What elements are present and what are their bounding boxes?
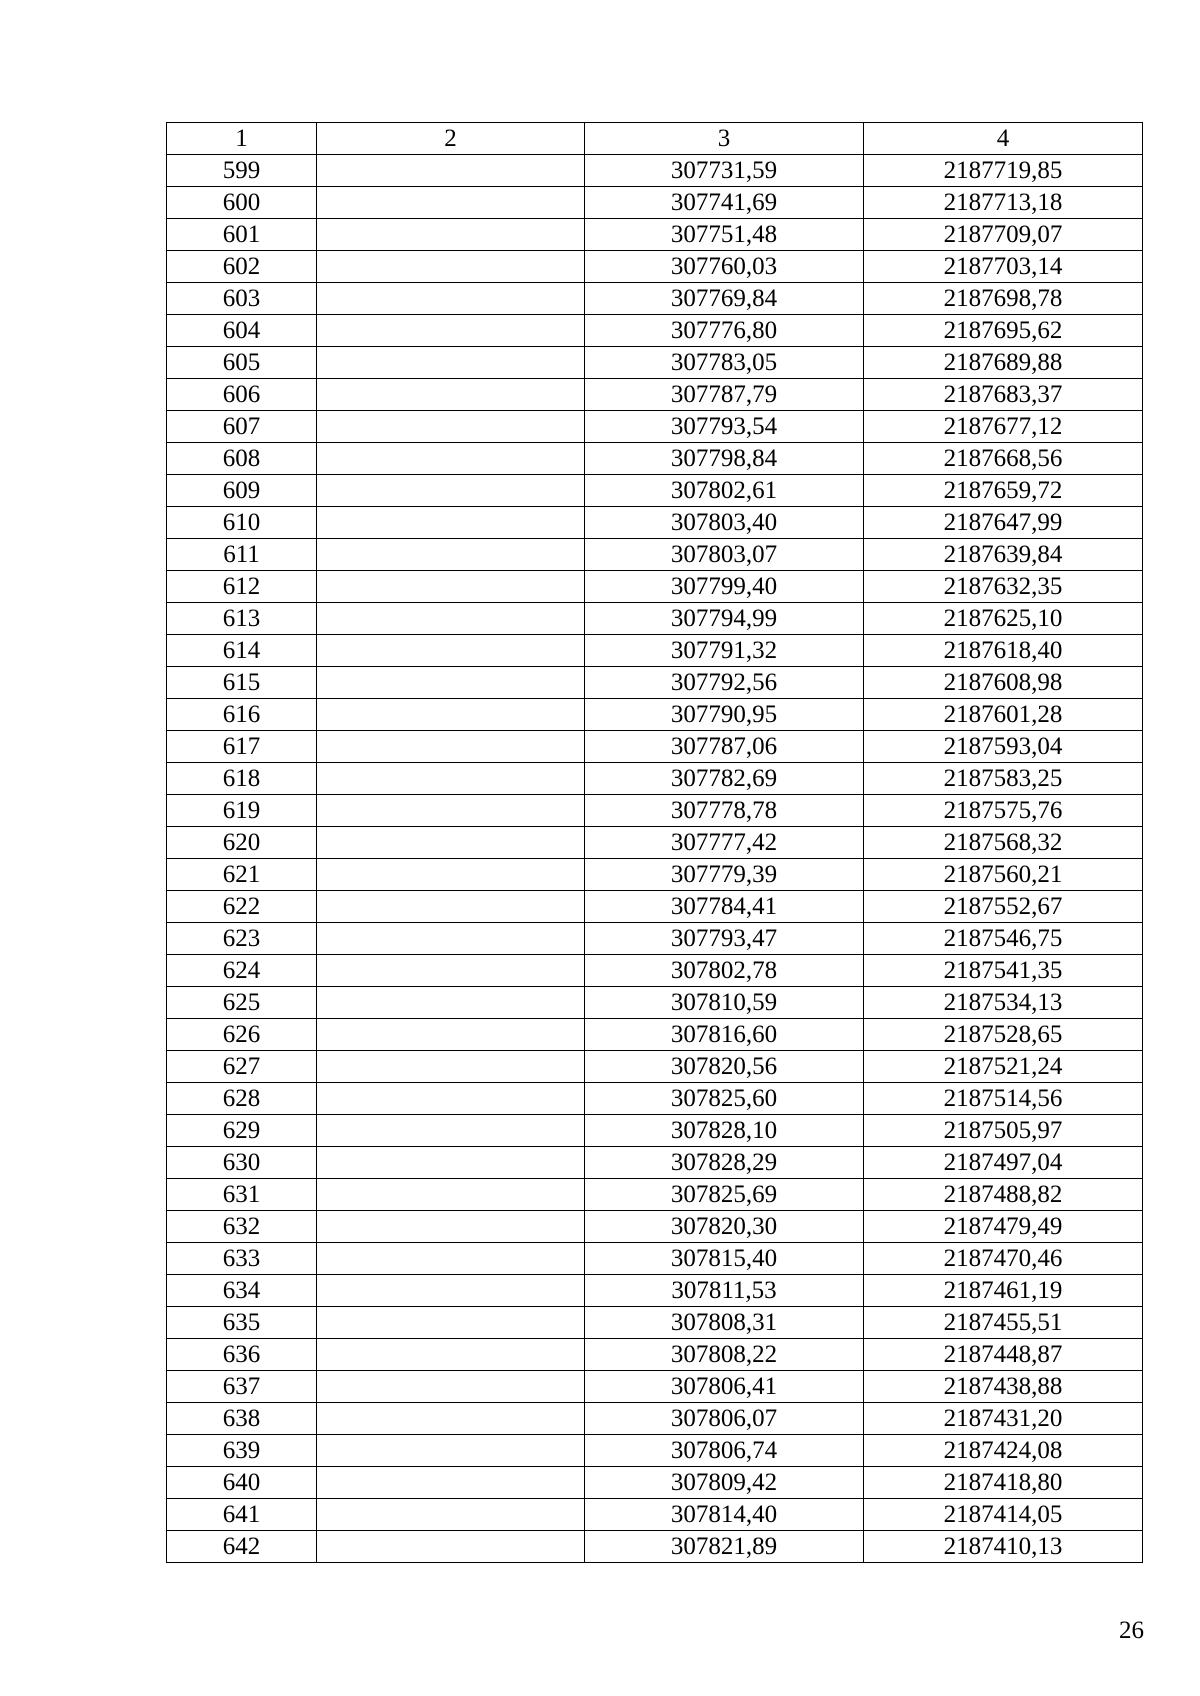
y-coordinate-cell: 2187659,72 bbox=[864, 475, 1143, 507]
y-coordinate-cell: 2187521,24 bbox=[864, 1051, 1143, 1083]
y-coordinate-cell: 2187431,20 bbox=[864, 1403, 1143, 1435]
x-coordinate-cell: 307778,78 bbox=[585, 795, 864, 827]
description-cell bbox=[317, 347, 585, 379]
table-row bbox=[167, 763, 1143, 795]
table-row bbox=[167, 1051, 1143, 1083]
table-header-row bbox=[167, 123, 1143, 155]
description-cell bbox=[317, 411, 585, 443]
point-number-cell: 622 bbox=[167, 891, 317, 923]
table-row bbox=[167, 635, 1143, 667]
y-coordinate-cell: 2187438,88 bbox=[864, 1371, 1143, 1403]
point-number-cell: 599 bbox=[167, 155, 317, 187]
x-coordinate-cell: 307769,84 bbox=[585, 283, 864, 315]
description-cell bbox=[317, 955, 585, 987]
table-row bbox=[167, 283, 1143, 315]
point-number-cell: 609 bbox=[167, 475, 317, 507]
description-cell bbox=[317, 987, 585, 1019]
y-coordinate-cell: 2187541,35 bbox=[864, 955, 1143, 987]
x-coordinate-cell: 307783,05 bbox=[585, 347, 864, 379]
description-cell bbox=[317, 315, 585, 347]
y-coordinate-cell: 2187505,97 bbox=[864, 1115, 1143, 1147]
x-coordinate-cell: 307806,41 bbox=[585, 1371, 864, 1403]
x-coordinate-cell: 307806,74 bbox=[585, 1435, 864, 1467]
description-cell bbox=[317, 859, 585, 891]
point-number-cell: 611 bbox=[167, 539, 317, 571]
table-row bbox=[167, 1275, 1143, 1307]
description-cell bbox=[317, 443, 585, 475]
description-cell bbox=[317, 1179, 585, 1211]
description-cell bbox=[317, 1499, 585, 1531]
description-cell bbox=[317, 1467, 585, 1499]
y-coordinate-cell: 2187583,25 bbox=[864, 763, 1143, 795]
x-coordinate-cell: 307803,40 bbox=[585, 507, 864, 539]
description-cell bbox=[317, 1051, 585, 1083]
table-row bbox=[167, 891, 1143, 923]
x-coordinate-cell: 307798,84 bbox=[585, 443, 864, 475]
y-coordinate-cell: 2187497,04 bbox=[864, 1147, 1143, 1179]
y-coordinate-cell: 2187546,75 bbox=[864, 923, 1143, 955]
point-number-cell: 616 bbox=[167, 699, 317, 731]
point-number-cell: 608 bbox=[167, 443, 317, 475]
point-number-cell: 642 bbox=[167, 1531, 317, 1563]
x-coordinate-cell: 307821,89 bbox=[585, 1531, 864, 1563]
table-row bbox=[167, 475, 1143, 507]
point-number-cell: 624 bbox=[167, 955, 317, 987]
y-coordinate-cell: 2187568,32 bbox=[864, 827, 1143, 859]
x-coordinate-cell: 307741,69 bbox=[585, 187, 864, 219]
x-coordinate-cell: 307794,99 bbox=[585, 603, 864, 635]
description-cell bbox=[317, 219, 585, 251]
header-col-1: 1 bbox=[167, 123, 317, 155]
x-coordinate-cell: 307799,40 bbox=[585, 571, 864, 603]
point-number-cell: 637 bbox=[167, 1371, 317, 1403]
point-number-cell: 612 bbox=[167, 571, 317, 603]
point-number-cell: 619 bbox=[167, 795, 317, 827]
y-coordinate-cell: 2187528,65 bbox=[864, 1019, 1143, 1051]
point-number-cell: 633 bbox=[167, 1243, 317, 1275]
y-coordinate-cell: 2187618,40 bbox=[864, 635, 1143, 667]
table-row bbox=[167, 1243, 1143, 1275]
table-row bbox=[167, 1307, 1143, 1339]
y-coordinate-cell: 2187455,51 bbox=[864, 1307, 1143, 1339]
point-number-cell: 606 bbox=[167, 379, 317, 411]
x-coordinate-cell: 307814,40 bbox=[585, 1499, 864, 1531]
description-cell bbox=[317, 1307, 585, 1339]
point-number-cell: 613 bbox=[167, 603, 317, 635]
x-coordinate-cell: 307828,10 bbox=[585, 1115, 864, 1147]
y-coordinate-cell: 2187608,98 bbox=[864, 667, 1143, 699]
x-coordinate-cell: 307825,69 bbox=[585, 1179, 864, 1211]
x-coordinate-cell: 307802,61 bbox=[585, 475, 864, 507]
table-row bbox=[167, 1467, 1143, 1499]
description-cell bbox=[317, 1403, 585, 1435]
point-number-cell: 603 bbox=[167, 283, 317, 315]
table-row bbox=[167, 507, 1143, 539]
y-coordinate-cell: 2187514,56 bbox=[864, 1083, 1143, 1115]
y-coordinate-cell: 2187575,76 bbox=[864, 795, 1143, 827]
description-cell bbox=[317, 1371, 585, 1403]
description-cell bbox=[317, 155, 585, 187]
description-cell bbox=[317, 1083, 585, 1115]
y-coordinate-cell: 2187677,12 bbox=[864, 411, 1143, 443]
y-coordinate-cell: 2187424,08 bbox=[864, 1435, 1143, 1467]
table-row bbox=[167, 315, 1143, 347]
table-row bbox=[167, 859, 1143, 891]
point-number-cell: 621 bbox=[167, 859, 317, 891]
header-col-2: 2 bbox=[317, 123, 585, 155]
y-coordinate-cell: 2187668,56 bbox=[864, 443, 1143, 475]
point-number-cell: 600 bbox=[167, 187, 317, 219]
y-coordinate-cell: 2187639,84 bbox=[864, 539, 1143, 571]
point-number-cell: 638 bbox=[167, 1403, 317, 1435]
table-body bbox=[167, 155, 1143, 1563]
x-coordinate-cell: 307731,59 bbox=[585, 155, 864, 187]
table-row bbox=[167, 603, 1143, 635]
point-number-cell: 623 bbox=[167, 923, 317, 955]
x-coordinate-cell: 307760,03 bbox=[585, 251, 864, 283]
point-number-cell: 634 bbox=[167, 1275, 317, 1307]
point-number-cell: 601 bbox=[167, 219, 317, 251]
x-coordinate-cell: 307751,48 bbox=[585, 219, 864, 251]
x-coordinate-cell: 307792,56 bbox=[585, 667, 864, 699]
point-number-cell: 610 bbox=[167, 507, 317, 539]
table-row bbox=[167, 187, 1143, 219]
y-coordinate-cell: 2187470,46 bbox=[864, 1243, 1143, 1275]
description-cell bbox=[317, 731, 585, 763]
table-row bbox=[167, 667, 1143, 699]
x-coordinate-cell: 307802,78 bbox=[585, 955, 864, 987]
y-coordinate-cell: 2187703,14 bbox=[864, 251, 1143, 283]
y-coordinate-cell: 2187414,05 bbox=[864, 1499, 1143, 1531]
y-coordinate-cell: 2187709,07 bbox=[864, 219, 1143, 251]
description-cell bbox=[317, 923, 585, 955]
x-coordinate-cell: 307793,54 bbox=[585, 411, 864, 443]
description-cell bbox=[317, 187, 585, 219]
description-cell bbox=[317, 1147, 585, 1179]
description-cell bbox=[317, 795, 585, 827]
table-row bbox=[167, 155, 1143, 187]
description-cell bbox=[317, 603, 585, 635]
point-number-cell: 630 bbox=[167, 1147, 317, 1179]
table-row bbox=[167, 1115, 1143, 1147]
table-row bbox=[167, 987, 1143, 1019]
table-row bbox=[167, 795, 1143, 827]
x-coordinate-cell: 307811,53 bbox=[585, 1275, 864, 1307]
table-row bbox=[167, 827, 1143, 859]
x-coordinate-cell: 307777,42 bbox=[585, 827, 864, 859]
x-coordinate-cell: 307779,39 bbox=[585, 859, 864, 891]
point-number-cell: 607 bbox=[167, 411, 317, 443]
point-number-cell: 620 bbox=[167, 827, 317, 859]
point-number-cell: 615 bbox=[167, 667, 317, 699]
x-coordinate-cell: 307808,31 bbox=[585, 1307, 864, 1339]
x-coordinate-cell: 307810,59 bbox=[585, 987, 864, 1019]
description-cell bbox=[317, 891, 585, 923]
y-coordinate-cell: 2187632,35 bbox=[864, 571, 1143, 603]
y-coordinate-cell: 2187713,18 bbox=[864, 187, 1143, 219]
x-coordinate-cell: 307791,32 bbox=[585, 635, 864, 667]
description-cell bbox=[317, 1435, 585, 1467]
x-coordinate-cell: 307809,42 bbox=[585, 1467, 864, 1499]
y-coordinate-cell: 2187479,49 bbox=[864, 1211, 1143, 1243]
point-number-cell: 635 bbox=[167, 1307, 317, 1339]
description-cell bbox=[317, 1243, 585, 1275]
description-cell bbox=[317, 283, 585, 315]
point-number-cell: 602 bbox=[167, 251, 317, 283]
description-cell bbox=[317, 1019, 585, 1051]
description-cell bbox=[317, 539, 585, 571]
y-coordinate-cell: 2187448,87 bbox=[864, 1339, 1143, 1371]
description-cell bbox=[317, 507, 585, 539]
description-cell bbox=[317, 1531, 585, 1563]
y-coordinate-cell: 2187647,99 bbox=[864, 507, 1143, 539]
point-number-cell: 627 bbox=[167, 1051, 317, 1083]
point-number-cell: 604 bbox=[167, 315, 317, 347]
table-row bbox=[167, 1179, 1143, 1211]
table-row bbox=[167, 1531, 1143, 1563]
x-coordinate-cell: 307782,69 bbox=[585, 763, 864, 795]
y-coordinate-cell: 2187560,21 bbox=[864, 859, 1143, 891]
table-row bbox=[167, 1339, 1143, 1371]
description-cell bbox=[317, 475, 585, 507]
x-coordinate-cell: 307816,60 bbox=[585, 1019, 864, 1051]
header-col-3: 3 bbox=[585, 123, 864, 155]
x-coordinate-cell: 307825,60 bbox=[585, 1083, 864, 1115]
x-coordinate-cell: 307787,79 bbox=[585, 379, 864, 411]
y-coordinate-cell: 2187534,13 bbox=[864, 987, 1143, 1019]
description-cell bbox=[317, 763, 585, 795]
y-coordinate-cell: 2187689,88 bbox=[864, 347, 1143, 379]
point-number-cell: 617 bbox=[167, 731, 317, 763]
y-coordinate-cell: 2187593,04 bbox=[864, 731, 1143, 763]
point-number-cell: 639 bbox=[167, 1435, 317, 1467]
x-coordinate-cell: 307803,07 bbox=[585, 539, 864, 571]
point-number-cell: 614 bbox=[167, 635, 317, 667]
point-number-cell: 631 bbox=[167, 1179, 317, 1211]
table-row bbox=[167, 1403, 1143, 1435]
point-number-cell: 625 bbox=[167, 987, 317, 1019]
table-row bbox=[167, 539, 1143, 571]
point-number-cell: 640 bbox=[167, 1467, 317, 1499]
x-coordinate-cell: 307790,95 bbox=[585, 699, 864, 731]
y-coordinate-cell: 2187552,67 bbox=[864, 891, 1143, 923]
description-cell bbox=[317, 1275, 585, 1307]
table-row bbox=[167, 571, 1143, 603]
table-row bbox=[167, 923, 1143, 955]
table-row bbox=[167, 219, 1143, 251]
table-row bbox=[167, 1211, 1143, 1243]
y-coordinate-cell: 2187695,62 bbox=[864, 315, 1143, 347]
point-number-cell: 632 bbox=[167, 1211, 317, 1243]
table-row bbox=[167, 1147, 1143, 1179]
y-coordinate-cell: 2187683,37 bbox=[864, 379, 1143, 411]
x-coordinate-cell: 307784,41 bbox=[585, 891, 864, 923]
table-row bbox=[167, 955, 1143, 987]
table-row bbox=[167, 1499, 1143, 1531]
description-cell bbox=[317, 251, 585, 283]
description-cell bbox=[317, 699, 585, 731]
point-number-cell: 626 bbox=[167, 1019, 317, 1051]
x-coordinate-cell: 307808,22 bbox=[585, 1339, 864, 1371]
description-cell bbox=[317, 571, 585, 603]
x-coordinate-cell: 307806,07 bbox=[585, 1403, 864, 1435]
table-row bbox=[167, 1083, 1143, 1115]
point-number-cell: 605 bbox=[167, 347, 317, 379]
point-number-cell: 618 bbox=[167, 763, 317, 795]
point-number-cell: 641 bbox=[167, 1499, 317, 1531]
x-coordinate-cell: 307793,47 bbox=[585, 923, 864, 955]
y-coordinate-cell: 2187698,78 bbox=[864, 283, 1143, 315]
page-number: 26 bbox=[1119, 1617, 1144, 1644]
description-cell bbox=[317, 635, 585, 667]
table-row bbox=[167, 1019, 1143, 1051]
y-coordinate-cell: 2187488,82 bbox=[864, 1179, 1143, 1211]
description-cell bbox=[317, 1211, 585, 1243]
table-row bbox=[167, 251, 1143, 283]
description-cell bbox=[317, 1115, 585, 1147]
table-row bbox=[167, 379, 1143, 411]
x-coordinate-cell: 307820,56 bbox=[585, 1051, 864, 1083]
coordinates-table bbox=[166, 122, 1143, 1563]
x-coordinate-cell: 307815,40 bbox=[585, 1243, 864, 1275]
y-coordinate-cell: 2187461,19 bbox=[864, 1275, 1143, 1307]
table-row bbox=[167, 1371, 1143, 1403]
description-cell bbox=[317, 1339, 585, 1371]
point-number-cell: 636 bbox=[167, 1339, 317, 1371]
table-row bbox=[167, 731, 1143, 763]
x-coordinate-cell: 307787,06 bbox=[585, 731, 864, 763]
y-coordinate-cell: 2187410,13 bbox=[864, 1531, 1143, 1563]
x-coordinate-cell: 307776,80 bbox=[585, 315, 864, 347]
x-coordinate-cell: 307820,30 bbox=[585, 1211, 864, 1243]
table-row bbox=[167, 699, 1143, 731]
description-cell bbox=[317, 827, 585, 859]
y-coordinate-cell: 2187601,28 bbox=[864, 699, 1143, 731]
description-cell bbox=[317, 379, 585, 411]
point-number-cell: 628 bbox=[167, 1083, 317, 1115]
x-coordinate-cell: 307828,29 bbox=[585, 1147, 864, 1179]
table-row bbox=[167, 347, 1143, 379]
table-row bbox=[167, 411, 1143, 443]
header-col-4: 4 bbox=[864, 123, 1143, 155]
table-row bbox=[167, 443, 1143, 475]
y-coordinate-cell: 2187719,85 bbox=[864, 155, 1143, 187]
y-coordinate-cell: 2187625,10 bbox=[864, 603, 1143, 635]
y-coordinate-cell: 2187418,80 bbox=[864, 1467, 1143, 1499]
table-row bbox=[167, 1435, 1143, 1467]
description-cell bbox=[317, 667, 585, 699]
point-number-cell: 629 bbox=[167, 1115, 317, 1147]
